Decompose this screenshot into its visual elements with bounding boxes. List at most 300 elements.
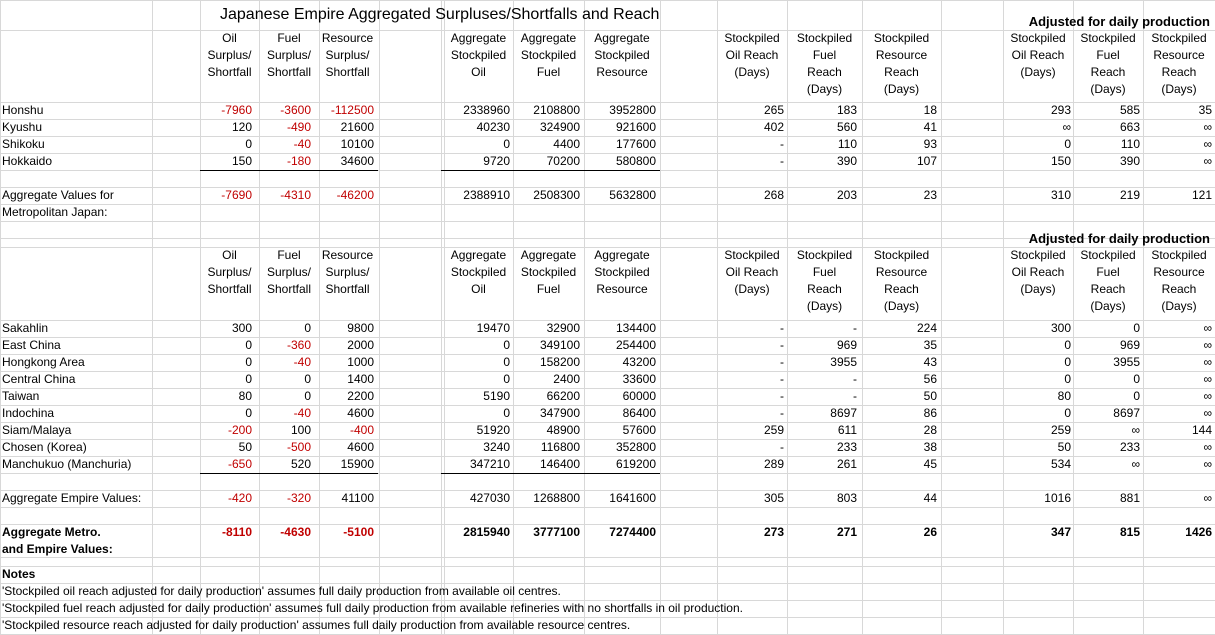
grid-column-line — [0, 0, 1, 634]
column-header-line: Resource — [321, 248, 374, 262]
column-header-line: Reach — [807, 282, 842, 296]
cell-fuel_reach: 611 — [837, 423, 857, 437]
cell-adj_res: ∞ — [1203, 389, 1212, 403]
column-header-line: Resource — [1153, 265, 1205, 279]
row-label: Hongkong Area — [2, 355, 85, 369]
cell-adj_oil: 0 — [1064, 355, 1071, 369]
cell-oil: -200 — [227, 423, 252, 437]
cell-agg_res: 619200 — [615, 457, 656, 471]
column-header-line: Stockpiled — [594, 265, 650, 279]
cell-agg_fuel: 3777100 — [533, 525, 580, 539]
notes-heading: Notes — [2, 567, 36, 581]
cell-res_reach: 35 — [923, 338, 937, 352]
cell-adj_fuel: 815 — [1119, 525, 1140, 539]
cell-fuel_reach: 203 — [836, 188, 857, 202]
cell-agg_fuel: 32900 — [546, 321, 580, 335]
cell-fuel: -490 — [286, 120, 311, 134]
column-header-line: Aggregate — [520, 248, 577, 262]
column-header-fuel_reach — [787, 30, 862, 98]
cell-oil_reach: - — [780, 372, 784, 386]
column-header-line: (Days) — [1020, 65, 1056, 79]
cell-agg_fuel: 146400 — [539, 457, 580, 471]
cell-adj_fuel: ∞ — [1131, 457, 1140, 471]
cell-adj_oil: 259 — [1050, 423, 1071, 437]
column-header-line: Aggregate — [594, 31, 650, 45]
column-header-line: Stockpiled — [1151, 248, 1207, 262]
column-header-line: Surplus/ — [266, 48, 312, 62]
cell-agg_oil: 2338960 — [463, 103, 510, 117]
cell-oil: -8110 — [221, 525, 252, 539]
cell-adj_oil: 0 — [1064, 372, 1071, 386]
column-header-agg_oil — [444, 30, 513, 81]
cell-oil_reach: - — [780, 321, 784, 335]
column-header-line: Shortfall — [207, 282, 252, 296]
cell-adj_oil: 80 — [1057, 389, 1071, 403]
column-header-line: (Days) — [1020, 282, 1056, 296]
cell-res: -46200 — [336, 188, 374, 202]
column-header-line: Stockpiled — [1010, 31, 1066, 45]
cell-agg_oil: 2388910 — [463, 188, 510, 202]
column-header-line: Fuel — [277, 248, 301, 262]
cell-oil_reach: 305 — [763, 491, 784, 505]
column-header-line: Stockpiled — [724, 248, 780, 262]
cell-agg_res: 580800 — [615, 154, 656, 168]
cell-oil_reach: 265 — [763, 103, 784, 117]
note-line: 'Stockpiled fuel reach adjusted for daily production' assumes full daily production from available refineries with no shortfalls in oil production. — [2, 601, 743, 615]
cell-adj_res: ∞ — [1203, 321, 1212, 335]
column-header-line: Stockpiled — [724, 31, 780, 45]
column-header-line: Reach — [1161, 282, 1197, 296]
cell-agg_fuel: 48900 — [546, 423, 580, 437]
cell-res_reach: 23 — [923, 188, 937, 202]
column-header-line: Surplus/ — [207, 265, 252, 279]
cell-oil: 150 — [231, 154, 252, 168]
cell-oil_reach: - — [780, 154, 784, 168]
cell-agg_oil: 0 — [503, 406, 510, 420]
cell-agg_res: 134400 — [615, 321, 656, 335]
cell-agg_res: 5632800 — [609, 188, 656, 202]
row-label: Aggregate Empire Values: — [2, 491, 142, 505]
column-header-line: Resource — [321, 31, 374, 45]
cell-adj_oil: 1016 — [1044, 491, 1071, 505]
cell-oil: 50 — [238, 440, 252, 454]
cell-agg_fuel: 2400 — [553, 372, 580, 386]
cell-adj_fuel: 881 — [1119, 491, 1140, 505]
sum-underline — [200, 473, 378, 474]
column-header-line: Resource — [1153, 48, 1205, 62]
column-header-agg_resource — [584, 30, 660, 81]
cell-fuel: -180 — [286, 154, 311, 168]
column-header-resource_surplus — [316, 247, 379, 298]
cell-agg_oil: 40230 — [476, 120, 510, 134]
cell-oil: 0 — [245, 406, 252, 420]
grid-row-line — [0, 221, 1215, 222]
cell-agg_oil: 51920 — [476, 423, 510, 437]
cell-oil: -420 — [227, 491, 252, 505]
column-header-line: Stockpiled — [594, 48, 650, 62]
cell-res_reach: 43 — [923, 355, 937, 369]
cell-res_reach: 56 — [923, 372, 937, 386]
grid-column-line — [379, 0, 380, 634]
column-header-line: Oil — [222, 248, 237, 262]
column-header-oil_reach — [717, 30, 787, 81]
cell-res: 21600 — [340, 120, 374, 134]
cell-oil: 0 — [245, 355, 252, 369]
column-header-fuel_surplus — [259, 30, 319, 81]
column-header-line: Fuel — [812, 48, 837, 62]
column-header-line: Stockpiled — [1080, 31, 1136, 45]
cell-res_reach: 41 — [923, 120, 937, 134]
cell-res: 4600 — [347, 440, 374, 454]
column-header-line: Fuel — [1096, 265, 1120, 279]
cell-agg_oil: 0 — [503, 355, 510, 369]
cell-agg_oil: 5190 — [483, 389, 510, 403]
cell-adj_res: 35 — [1198, 103, 1212, 117]
cell-agg_oil: 2815940 — [463, 525, 510, 539]
sum-underline — [441, 170, 660, 171]
column-header-line: Resource — [596, 282, 648, 296]
row-label: East China — [2, 338, 61, 352]
cell-fuel_reach: 271 — [836, 525, 857, 539]
cell-agg_oil: 3240 — [483, 440, 510, 454]
column-header-line: Stockpiled — [1010, 248, 1066, 262]
cell-fuel_reach: 560 — [836, 120, 857, 134]
column-header-line: Fuel — [536, 282, 561, 296]
cell-oil: 0 — [245, 137, 252, 151]
cell-res_reach: 93 — [923, 137, 937, 151]
column-header-line: Oil — [471, 282, 486, 296]
column-header-line: Surplus/ — [207, 48, 252, 62]
cell-res_reach: 44 — [923, 491, 937, 505]
column-header-agg_fuel — [513, 30, 584, 81]
cell-fuel: -40 — [293, 355, 311, 369]
row-label: Siam/Malaya — [2, 423, 72, 437]
cell-res_reach: 224 — [916, 321, 937, 335]
column-header-line: (Days) — [883, 299, 920, 313]
cell-adj_fuel: 390 — [1119, 154, 1140, 168]
column-header-line: Stockpiled — [450, 48, 507, 62]
cell-agg_oil: 19470 — [476, 321, 510, 335]
column-header-line: Reach — [884, 282, 919, 296]
column-header-line: Shortfall — [266, 282, 312, 296]
column-header-resource_surplus — [316, 30, 379, 81]
cell-oil_reach: - — [780, 406, 784, 420]
cell-res: -112500 — [330, 103, 374, 117]
column-header-line: Stockpiled — [796, 248, 853, 262]
cell-fuel: -4310 — [280, 188, 311, 202]
note-line: 'Stockpiled resource reach adjusted for daily production' assumes full daily production from available resource centres. — [2, 618, 631, 632]
cell-fuel: 0 — [304, 321, 311, 335]
cell-adj_fuel: ∞ — [1131, 423, 1140, 437]
cell-agg_fuel: 116800 — [540, 440, 580, 454]
cell-fuel_reach: 8697 — [830, 406, 857, 420]
column-header-line: Oil Reach — [725, 48, 779, 62]
cell-agg_fuel: 2508300 — [533, 188, 580, 202]
column-header-line: Reach — [807, 65, 842, 79]
cell-fuel_reach: 183 — [836, 103, 857, 117]
cell-agg_fuel: 70200 — [546, 154, 580, 168]
cell-oil_reach: - — [780, 338, 784, 352]
cell-fuel: -4630 — [280, 525, 311, 539]
cell-adj_res: ∞ — [1203, 406, 1212, 420]
column-header-line: Oil — [471, 65, 486, 79]
column-header-line: Stockpiled — [873, 31, 930, 45]
cell-oil_reach: 268 — [763, 188, 784, 202]
cell-adj_fuel: 969 — [1119, 338, 1140, 352]
column-header-line: Oil Reach — [725, 265, 779, 279]
cell-adj_fuel: 663 — [1119, 120, 1140, 134]
cell-adj_res: ∞ — [1203, 120, 1212, 134]
cell-adj_res: ∞ — [1203, 491, 1212, 505]
cell-adj_oil: 300 — [1050, 321, 1071, 335]
row-label: Hokkaido — [2, 154, 53, 168]
cell-adj_fuel: 110 — [1120, 137, 1140, 151]
grid-column-line — [941, 0, 942, 634]
cell-adj_fuel: 3955 — [1113, 355, 1140, 369]
cell-adj_fuel: 585 — [1119, 103, 1140, 117]
column-header-resource_reach — [1143, 30, 1215, 98]
cell-adj_res: ∞ — [1203, 440, 1212, 454]
row-label: Manchukuo (Manchuria) — [2, 457, 132, 471]
cell-agg_res: 254400 — [615, 338, 656, 352]
cell-fuel: -40 — [293, 406, 311, 420]
row-label: Aggregate Metro. — [2, 525, 101, 539]
cell-res: 41100 — [341, 491, 374, 505]
cell-fuel_reach: - — [853, 372, 857, 386]
cell-oil: -650 — [227, 457, 252, 471]
cell-adj_oil: 293 — [1050, 103, 1071, 117]
cell-agg_res: 60000 — [622, 389, 656, 403]
cell-adj_oil: 347 — [1050, 525, 1071, 539]
cell-fuel: -3600 — [280, 103, 311, 117]
column-header-line: Fuel — [536, 65, 561, 79]
row-label: Kyushu — [2, 120, 43, 134]
cell-agg_oil: 0 — [503, 338, 510, 352]
cell-oil_reach: 402 — [763, 120, 784, 134]
cell-fuel_reach: - — [853, 321, 857, 335]
column-header-line: Oil Reach — [1011, 265, 1065, 279]
note-line: 'Stockpiled oil reach adjusted for daily production' assumes full daily production from available oil centres. — [2, 584, 561, 598]
cell-adj_fuel: 0 — [1133, 321, 1140, 335]
cell-oil_reach: - — [780, 355, 784, 369]
column-header-fuel_surplus — [259, 247, 319, 298]
cell-adj_fuel: 0 — [1133, 389, 1140, 403]
cell-oil: 0 — [245, 338, 252, 352]
cell-adj_res: ∞ — [1203, 338, 1212, 352]
cell-fuel_reach: 969 — [836, 338, 857, 352]
column-header-oil_surplus — [200, 247, 259, 298]
cell-fuel: 520 — [290, 457, 311, 471]
cell-fuel: -320 — [286, 491, 311, 505]
row-label: Honshu — [2, 103, 44, 117]
cell-agg_oil: 9720 — [483, 154, 510, 168]
column-header-line: Oil — [222, 31, 237, 45]
cell-res: 1000 — [347, 355, 374, 369]
column-header-oil_reach — [1003, 30, 1073, 81]
column-header-line: Shortfall — [325, 282, 370, 296]
column-header-line: Resource — [596, 65, 648, 79]
cell-agg_res: 921600 — [615, 120, 656, 134]
cell-fuel: -500 — [286, 440, 311, 454]
cell-oil: 80 — [238, 389, 252, 403]
column-header-line: (Days) — [883, 82, 920, 96]
row-label: and Empire Values: — [2, 542, 113, 556]
cell-oil: -7960 — [221, 103, 252, 117]
cell-adj_oil: ∞ — [1062, 120, 1071, 134]
column-header-line: Stockpiled — [1080, 248, 1136, 262]
cell-oil: 0 — [245, 372, 252, 386]
cell-agg_oil: 0 — [503, 137, 510, 151]
cell-adj_res: ∞ — [1203, 154, 1212, 168]
cell-res_reach: 107 — [916, 154, 937, 168]
cell-agg_fuel: 349100 — [539, 338, 580, 352]
column-header-line: Surplus/ — [325, 48, 370, 62]
column-header-line: Shortfall — [207, 65, 252, 79]
column-header-resource_reach — [862, 30, 941, 98]
cell-agg_res: 177600 — [615, 137, 656, 151]
cell-adj_res: ∞ — [1203, 457, 1212, 471]
column-header-line: Fuel — [812, 265, 837, 279]
row-label: Shikoku — [2, 137, 45, 151]
cell-fuel_reach: 261 — [836, 457, 857, 471]
column-header-line: Aggregate — [594, 248, 650, 262]
cell-agg_oil: 347210 — [469, 457, 510, 471]
cell-agg_fuel: 2108800 — [533, 103, 580, 117]
cell-agg_res: 57600 — [622, 423, 656, 437]
cell-agg_res: 3952800 — [609, 103, 656, 117]
cell-res: 15900 — [340, 457, 374, 471]
cell-adj_oil: 0 — [1064, 406, 1071, 420]
column-header-oil_reach — [1003, 247, 1073, 298]
cell-adj_oil: 0 — [1064, 137, 1071, 151]
column-header-resource_reach — [862, 247, 941, 315]
cell-oil_reach: - — [780, 440, 784, 454]
cell-fuel_reach: 803 — [836, 491, 857, 505]
cell-adj_oil: 50 — [1057, 440, 1071, 454]
column-header-line: Stockpiled — [520, 48, 577, 62]
column-header-line: (Days) — [1090, 82, 1126, 96]
column-header-oil_surplus — [200, 30, 259, 81]
cell-res: 4600 — [347, 406, 374, 420]
cell-oil_reach: 259 — [763, 423, 784, 437]
cell-agg_fuel: 4400 — [553, 137, 580, 151]
cell-res: -5100 — [343, 525, 374, 539]
cell-adj_res: ∞ — [1203, 372, 1212, 386]
column-header-line: (Days) — [806, 82, 843, 96]
cell-oil_reach: - — [780, 389, 784, 403]
cell-fuel_reach: 390 — [836, 154, 857, 168]
sum-underline — [200, 170, 378, 171]
cell-oil: 120 — [231, 120, 252, 134]
cell-fuel: 0 — [304, 389, 311, 403]
page-title: Japanese Empire Aggregated Surpluses/Shortfalls and Reach — [220, 6, 660, 23]
cell-res_reach: 86 — [923, 406, 937, 420]
column-header-line: Reach — [1090, 65, 1126, 79]
column-header-line: Shortfall — [266, 65, 312, 79]
column-header-line: Resource — [875, 48, 928, 62]
cell-agg_res: 1641600 — [609, 491, 656, 505]
column-header-fuel_reach — [787, 247, 862, 315]
cell-agg_fuel: 1268800 — [533, 491, 580, 505]
column-header-resource_reach — [1143, 247, 1215, 315]
cell-res_reach: 26 — [923, 525, 937, 539]
cell-res: 2200 — [347, 389, 374, 403]
column-header-line: (Days) — [806, 299, 843, 313]
cell-adj_oil: 0 — [1064, 338, 1071, 352]
cell-adj_fuel: 0 — [1133, 372, 1140, 386]
column-header-agg_oil — [444, 247, 513, 298]
column-header-oil_reach — [717, 247, 787, 298]
column-header-line: Stockpiled — [520, 265, 577, 279]
cell-agg_res: 352800 — [615, 440, 656, 454]
row-label: Indochina — [2, 406, 55, 420]
cell-agg_oil: 427030 — [469, 491, 510, 505]
cell-adj_res: ∞ — [1203, 137, 1212, 151]
cell-res: 1400 — [347, 372, 374, 386]
cell-res_reach: 18 — [923, 103, 937, 117]
cell-oil_reach: - — [780, 137, 784, 151]
sum-underline — [441, 473, 660, 474]
column-header-line: (Days) — [1090, 299, 1126, 313]
cell-agg_oil: 0 — [503, 372, 510, 386]
column-header-line: (Days) — [734, 65, 770, 79]
column-header-line: Shortfall — [325, 65, 370, 79]
cell-agg_res: 7274400 — [609, 525, 656, 539]
column-header-line: Stockpiled — [873, 248, 930, 262]
cell-res: 34600 — [340, 154, 374, 168]
row-label: Aggregate Values for — [2, 188, 114, 202]
column-header-line: (Days) — [734, 282, 770, 296]
cell-adj_fuel: 219 — [1119, 188, 1140, 202]
column-header-line: Fuel — [277, 31, 301, 45]
row-label: Central China — [2, 372, 76, 386]
cell-res: 2000 — [347, 338, 374, 352]
column-header-line: Aggregate — [450, 31, 507, 45]
column-header-line: (Days) — [1161, 299, 1197, 313]
cell-fuel_reach: 3955 — [830, 355, 857, 369]
row-label: Metropolitan Japan: — [2, 205, 108, 219]
column-header-agg_resource — [584, 247, 660, 298]
cell-adj_oil: 310 — [1050, 188, 1071, 202]
cell-adj_oil: 534 — [1050, 457, 1071, 471]
cell-oil: 300 — [231, 321, 252, 335]
cell-fuel_reach: - — [853, 389, 857, 403]
column-header-line: Fuel — [1096, 48, 1120, 62]
cell-adj_fuel: 233 — [1119, 440, 1140, 454]
adjusted-daily-production-header: Adjusted for daily production — [1028, 231, 1210, 246]
column-header-line: Reach — [1161, 65, 1197, 79]
cell-agg_res: 86400 — [622, 406, 656, 420]
cell-oil_reach: 289 — [763, 457, 784, 471]
cell-res: 10100 — [340, 137, 374, 151]
cell-adj_fuel: 8697 — [1113, 406, 1140, 420]
cell-res_reach: 45 — [923, 457, 937, 471]
cell-fuel: 100 — [290, 423, 311, 437]
cell-res_reach: 50 — [923, 389, 937, 403]
cell-agg_fuel: 324900 — [539, 120, 580, 134]
column-header-line: Reach — [1090, 282, 1126, 296]
column-header-agg_fuel — [513, 247, 584, 298]
row-label: Taiwan — [2, 389, 40, 403]
cell-adj_res: 144 — [1191, 423, 1212, 437]
column-header-line: Oil Reach — [1011, 48, 1065, 62]
column-header-line: Stockpiled — [450, 265, 507, 279]
column-header-line: Surplus/ — [266, 265, 312, 279]
column-header-line: (Days) — [1161, 82, 1197, 96]
column-header-line: Stockpiled — [1151, 31, 1207, 45]
cell-agg_res: 33600 — [622, 372, 656, 386]
row-label: Chosen (Korea) — [2, 440, 87, 454]
